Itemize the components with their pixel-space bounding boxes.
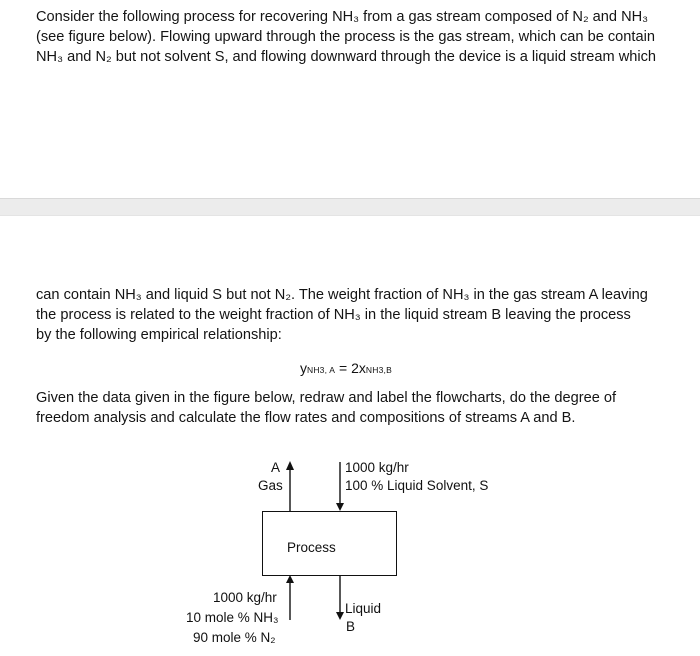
paragraph-line: (see figure below). Flowing upward through the process is the gas stream, which can be contain [36,29,655,45]
stream-a-label: Gas [258,478,283,493]
solvent-flow: 1000 kg/hr [345,460,409,475]
paragraph-line: Given the data given in the figure below, redraw and label the flowcharts, do the degree of [36,390,617,406]
feed-n2: 90 mole % N₂ [193,630,276,645]
eq-rhs-coef: 2x [351,360,366,376]
stream-b-arrowhead [336,612,344,620]
paragraph-line: Consider the following process for recovering NH₃ from a gas stream composed of N₂ and NH₃ [36,9,649,25]
paragraph-line: can contain NH₃ and liquid S but not N₂. The weight fraction of NH₃ in the gas stream A leaving [36,287,648,303]
stream-a-arrowhead [286,461,294,470]
eq-rhs-sub: NH3,B [365,365,392,375]
process-label: Process [287,540,336,555]
feed-arrowhead [286,575,294,583]
eq-lhs-var: y [300,360,307,376]
solvent-description: 100 % Liquid Solvent, S [345,478,489,493]
feed-nh3: 10 mole % NH₃ [186,610,279,625]
stream-a-letter: A [271,460,281,475]
paragraph-line: by the following empirical relationship: [36,327,282,343]
feed-flow: 1000 kg/hr [213,590,277,605]
solvent-arrowhead [336,503,344,511]
stream-b-letter: B [346,619,356,634]
paragraph-line: NH₃ and N₂ but not solvent S, and flowing downward through the device is a liquid stream which [36,49,657,65]
eq-lhs-sub: NH3, A [307,365,336,375]
paragraph-line: freedom analysis and calculate the flow rates and compositions of streams A and B. [36,410,576,426]
stream-b-label: Liquid [345,601,382,616]
paragraph-line: the process is related to the weight fraction of NH₃ in the liquid stream B leaving the process [36,307,631,323]
eq-equals: = [339,360,348,376]
